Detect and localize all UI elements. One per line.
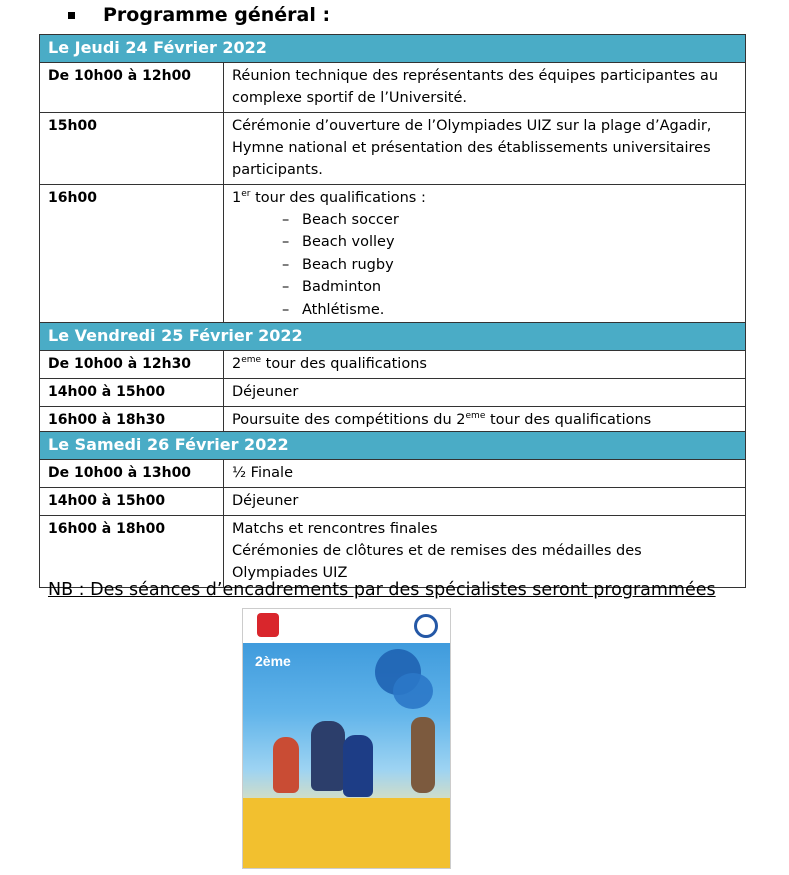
player-figure xyxy=(343,735,373,797)
poster-sand xyxy=(243,798,450,868)
table-row xyxy=(40,488,746,516)
square-bullet-icon xyxy=(68,12,75,19)
player-figure xyxy=(311,721,345,791)
description-cell: 2eme tour des qualifications xyxy=(224,351,746,379)
time-cell: 14h00 à 15h00 xyxy=(40,488,224,516)
table-row xyxy=(40,516,746,588)
time-cell: 16h00 xyxy=(40,185,224,325)
description-cell xyxy=(224,516,746,588)
poster-edition: 2ème xyxy=(255,653,291,669)
description-line: Matchs et rencontres finales xyxy=(232,521,438,537)
list-item: – Athlétisme. xyxy=(282,299,737,321)
table-row xyxy=(40,351,746,379)
schedule-table-day-1 xyxy=(39,34,746,325)
day-header: Le Samedi 26 Février 2022 xyxy=(40,432,746,460)
list-item: – Badminton xyxy=(282,276,737,298)
schedule-table-day-2 xyxy=(39,322,746,435)
time-cell: 15h00 xyxy=(40,113,224,185)
day-header: Le Vendredi 25 Février 2022 xyxy=(40,323,746,351)
description-line: 1er tour des qualifications : xyxy=(232,189,426,206)
time-cell: De 10h00 à 12h30 xyxy=(40,351,224,379)
table-row xyxy=(40,185,746,325)
description-line: complexe sportif de l’Université. xyxy=(232,90,468,106)
list-item: – Beach rugby xyxy=(282,254,737,276)
time-cell: De 10h00 à 12h00 xyxy=(40,63,224,113)
description-cell: Déjeuner xyxy=(224,379,746,407)
event-poster-image xyxy=(242,608,451,869)
time-cell: De 10h00 à 13h00 xyxy=(40,460,224,488)
ball-icon xyxy=(393,673,433,709)
description-cell xyxy=(224,185,746,325)
description-line: Réunion technique des représentants des équipes participantes au xyxy=(232,68,719,84)
day-header: Le Jeudi 24 Février 2022 xyxy=(40,35,746,63)
schedule-table-day-3 xyxy=(39,431,746,588)
section-heading-text: Programme général : xyxy=(103,4,331,26)
description-line: Cérémonies de clôtures et de remises des médailles des xyxy=(232,543,642,559)
table-row xyxy=(40,379,746,407)
description-cell: Poursuite des compétitions du 2eme tour des qualifications xyxy=(224,407,746,435)
description-cell xyxy=(224,113,746,185)
time-cell: 16h00 à 18h00 xyxy=(40,516,224,588)
note-text: NB : Des séances d’encadrements par des spécialistes seront programmées xyxy=(48,580,716,600)
section-heading xyxy=(68,2,330,28)
description-cell: ½ Finale xyxy=(224,460,746,488)
list-item: – Beach volley xyxy=(282,231,737,253)
university-seal-icon xyxy=(414,614,438,638)
list-item: – Beach soccer xyxy=(282,209,737,231)
player-figure xyxy=(273,737,299,793)
table-row xyxy=(40,63,746,113)
description-line: Hymne national et présentation des établissements universitaires xyxy=(232,140,711,156)
table-row xyxy=(40,460,746,488)
table-row xyxy=(40,113,746,185)
description-cell xyxy=(224,63,746,113)
description-cell: Déjeuner xyxy=(224,488,746,516)
description-line: participants. xyxy=(232,162,323,178)
sports-list xyxy=(232,209,737,321)
player-figure xyxy=(411,717,435,793)
description-line: Olympiades UIZ xyxy=(232,565,348,581)
description-line: Cérémonie d’ouverture de l’Olympiades UIZ sur la plage d’Agadir, xyxy=(232,118,712,134)
time-cell: 14h00 à 15h00 xyxy=(40,379,224,407)
time-cell: 16h00 à 18h30 xyxy=(40,407,224,435)
federation-logo-icon xyxy=(257,613,279,637)
